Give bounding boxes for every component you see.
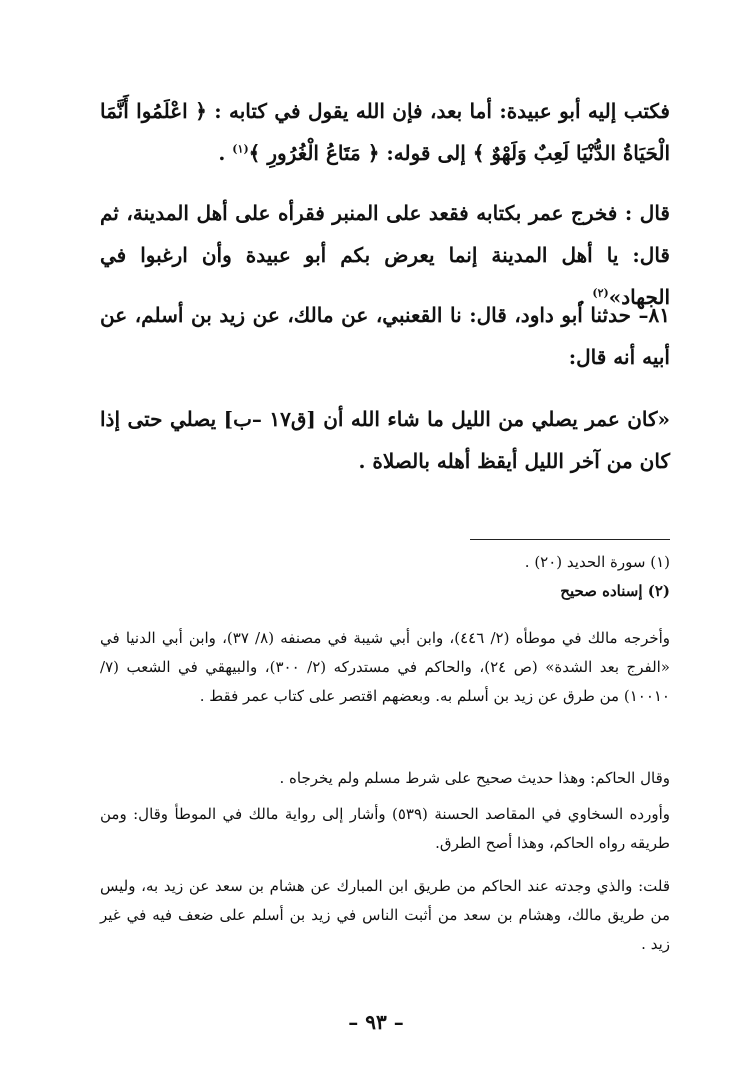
footnotes [100, 764, 670, 793]
text-run: إلى قوله: [379, 141, 473, 165]
footnote-2-text: وأورده السخاوي في المقاصد الحسنة (٥٣٩) وأشار إلى رواية مالك في الموطأ وقال: ومن طريقه رواه الحاكم، وهذا أصح الطرق. [100, 805, 670, 852]
page-number: – ٩٣ – [348, 1010, 404, 1034]
main-text [100, 294, 670, 378]
footnote-1: (١) سورة الحديد (٢٠) . [524, 553, 670, 571]
hadith-isnad: ٨١– حدثنا أبو داود، قال: نا القعنبي، عن مالك، عن زيد بن أسلم، عن أبيه أنه قال: [100, 303, 670, 369]
hadith-matn: «كان عمر يصلي من الليل ما شاء الله أن [ق١٧ –ب] يصلي حتى إذا كان من آخر الليل أيقظ أهله بالصلاة . [100, 407, 670, 473]
footnote-2-text: وقال الحاكم: وهذا حديث صحيح على شرط مسلم ولم يخرجاه . [279, 769, 670, 787]
text-run: . [218, 141, 233, 165]
quran-verse: ﴿ اعْلَمُوا أَنَّمَا الْحَيَاةُ الدُّنْيَا لَعِبٌ وَلَهْوٌ ﴾ [100, 99, 670, 165]
footnotes [100, 872, 670, 959]
main-text [100, 398, 670, 482]
footnotes [100, 624, 670, 711]
text-run: فكتب إليه أبو عبيدة: أما بعد، فإن الله يقول في كتابه : [206, 99, 670, 123]
footnote-2-text: قلت: والذي وجدته عند الحاكم من طريق ابن المبارك عن هشام بن سعد عن زيد به، وليس من طريق مالك، وهشام بن سعد من أثبت الناس في زيد بن أسلم على ضعف فيه في غير زيد . [100, 877, 670, 953]
footnotes [100, 800, 670, 858]
footnote-divider [470, 539, 670, 540]
text-run: . [578, 285, 593, 309]
footnotes [100, 548, 670, 606]
text-run: قال : فخرج عمر بكتابه فقعد على المنبر فقرأه على أهل المدينة، ثم قال: يا أهل المدينة إنما يعرض بكم أبو عبيدة وأن ارغبوا في الجهاد» [100, 201, 670, 309]
main-text [100, 90, 670, 174]
paragraph-letter [100, 90, 670, 174]
footnote-ref: (١) [232, 142, 249, 156]
footnote-ref: (٢) [592, 286, 609, 300]
footnote-2-text: وأخرجه مالك في موطأه (٢/ ٤٤٦)، وابن أبي شيبة في مصنفه (٨/ ٣٧)، وابن أبي الدنيا في «الفرج بعد الشدة» (ص ٢٤)، والحاكم في مستدركه (٢/ ٣٠٠)، والبيهقي في الشعب (٧/ ١٠٠١٠) من طرق عن زيد بن أسلم به. وبعضهم اقتصر على كتاب عمر فقط . [100, 629, 671, 705]
quran-verse: ﴿ مَتَاعُ الْغُرُورِ ﴾ [248, 141, 380, 165]
footnote-2-label: (٢) إسناده صحيح [560, 582, 670, 600]
